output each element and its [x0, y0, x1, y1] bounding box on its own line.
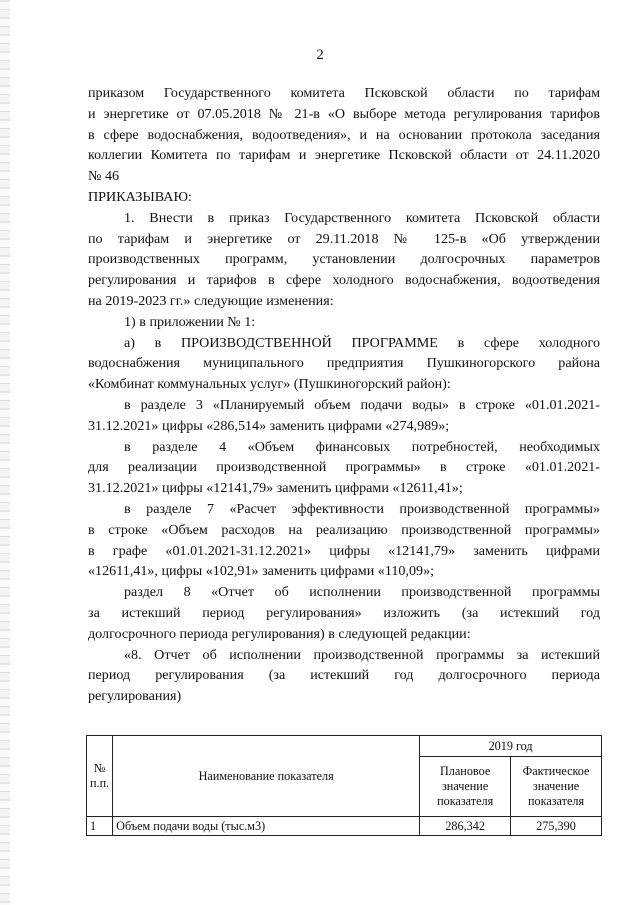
text-line: 31.12.2021» цифры «12141,79» заменить цифрами «12611,41»; — [88, 480, 463, 497]
text-line: за истекший период регулирования» изложить (за истекший год — [88, 604, 600, 621]
scan-edge — [0, 0, 10, 905]
header-number: № п.п. — [87, 736, 113, 817]
text-line: 1. Внести в приказ Государственного комитета Псковской области — [124, 209, 600, 226]
page-number: 2 — [316, 47, 324, 63]
text-line: по тарифам и энергетике от 29.11.2018 № 125-в «Об утверждении — [88, 230, 600, 247]
paragraph-section-4 — [88, 437, 600, 499]
paragraph-item-1 — [88, 208, 600, 312]
text-line: производственных программ, установлении долгосрочных параметров — [88, 251, 600, 268]
text-line: на 2019-2023 гг.» следующие изменения: — [88, 292, 334, 309]
paragraph-report-heading — [88, 645, 600, 707]
text-line: «8. Отчет об исполнении производственной программы за истекший — [124, 646, 600, 663]
text-line: регулирования) — [88, 688, 182, 705]
text-line: 1) в приложении № 1: — [124, 313, 256, 330]
text-line: в разделе 4 «Объем финансовых потребностей, необходимых — [124, 438, 600, 455]
table-row — [87, 817, 602, 836]
header-fact: Фактическое значение показателя — [511, 757, 602, 817]
paragraph-section-7 — [88, 499, 600, 582]
text-line: водоснабжения муниципального предприятия Пушкиногорского района — [88, 355, 600, 372]
paragraph-order-heading — [88, 187, 600, 208]
cell-name: Объем подачи воды (тыс.м3) — [113, 817, 420, 836]
header-plan: Плановое значение показателя — [420, 757, 511, 817]
text-line: ПРИКАЗЫВАЮ: — [88, 188, 192, 205]
text-line: а) в ПРОИЗВОДСТВЕННОЙ ПРОГРАММЕ в сфере холодного — [124, 334, 600, 351]
text-line: «Комбинат коммунальных услуг» (Пушкиногорский район): — [88, 376, 451, 393]
text-line: 31.12.2021» цифры «286,514» заменить цифрами «274,989»; — [88, 417, 450, 434]
header-name: Наименование показателя — [113, 736, 420, 817]
text-line: период регулирования (за истекший год долгосрочного периода — [88, 667, 600, 684]
text-line: и энергетике от 07.05.2018 № 21-в «О выборе метода регулирования тарифов — [88, 105, 600, 122]
paragraph-subitem-a — [88, 333, 600, 395]
text-line: приказом Государственного комитета Псковской области по тарифам — [88, 85, 600, 101]
paragraph-section-3 — [88, 395, 600, 437]
paragraph-section-8 — [88, 582, 600, 644]
text-line: в разделе 3 «Планируемый объем подачи воды» в строке «01.01.2021- — [124, 396, 600, 413]
document-body — [88, 83, 600, 707]
header-year: 2019 год — [420, 736, 602, 757]
report-table — [86, 735, 602, 836]
text-line: регулирования и тарифов в сфере холодного водоснабжения, водоотведения — [88, 272, 600, 289]
cell-plan: 286,342 — [420, 817, 511, 836]
text-line: № 46 — [88, 168, 120, 185]
text-line: коллегии Комитета по тарифам и энергетике Псковской области от 24.11.2020 — [88, 147, 600, 164]
text-line: раздел 8 «Отчет об исполнении производственной программы — [124, 584, 600, 601]
paragraph-intro — [88, 83, 600, 187]
text-line: долгосрочного периода регулирования) в следующей редакции: — [88, 625, 471, 642]
text-line: в разделе 7 «Расчет эффективности производственной программы» — [124, 500, 600, 517]
paragraph-appendix — [88, 312, 600, 333]
text-line: в строке «Объем расходов на реализацию производственной программы» — [88, 521, 600, 538]
text-line: в графе «01.01.2021-31.12.2021» цифры «12141,79» заменить цифрами — [88, 542, 600, 559]
cell-fact: 275,390 — [511, 817, 602, 836]
cell-number: 1 — [87, 817, 113, 836]
text-line: в сфере водоснабжения, водоотведения», и на основании протокола заседания — [88, 126, 600, 143]
text-line: «12611,41», цифры «102,91» заменить цифрами «110,09»; — [88, 563, 435, 580]
text-line: для реализации производственной программы» в строке «01.01.2021- — [88, 459, 600, 476]
